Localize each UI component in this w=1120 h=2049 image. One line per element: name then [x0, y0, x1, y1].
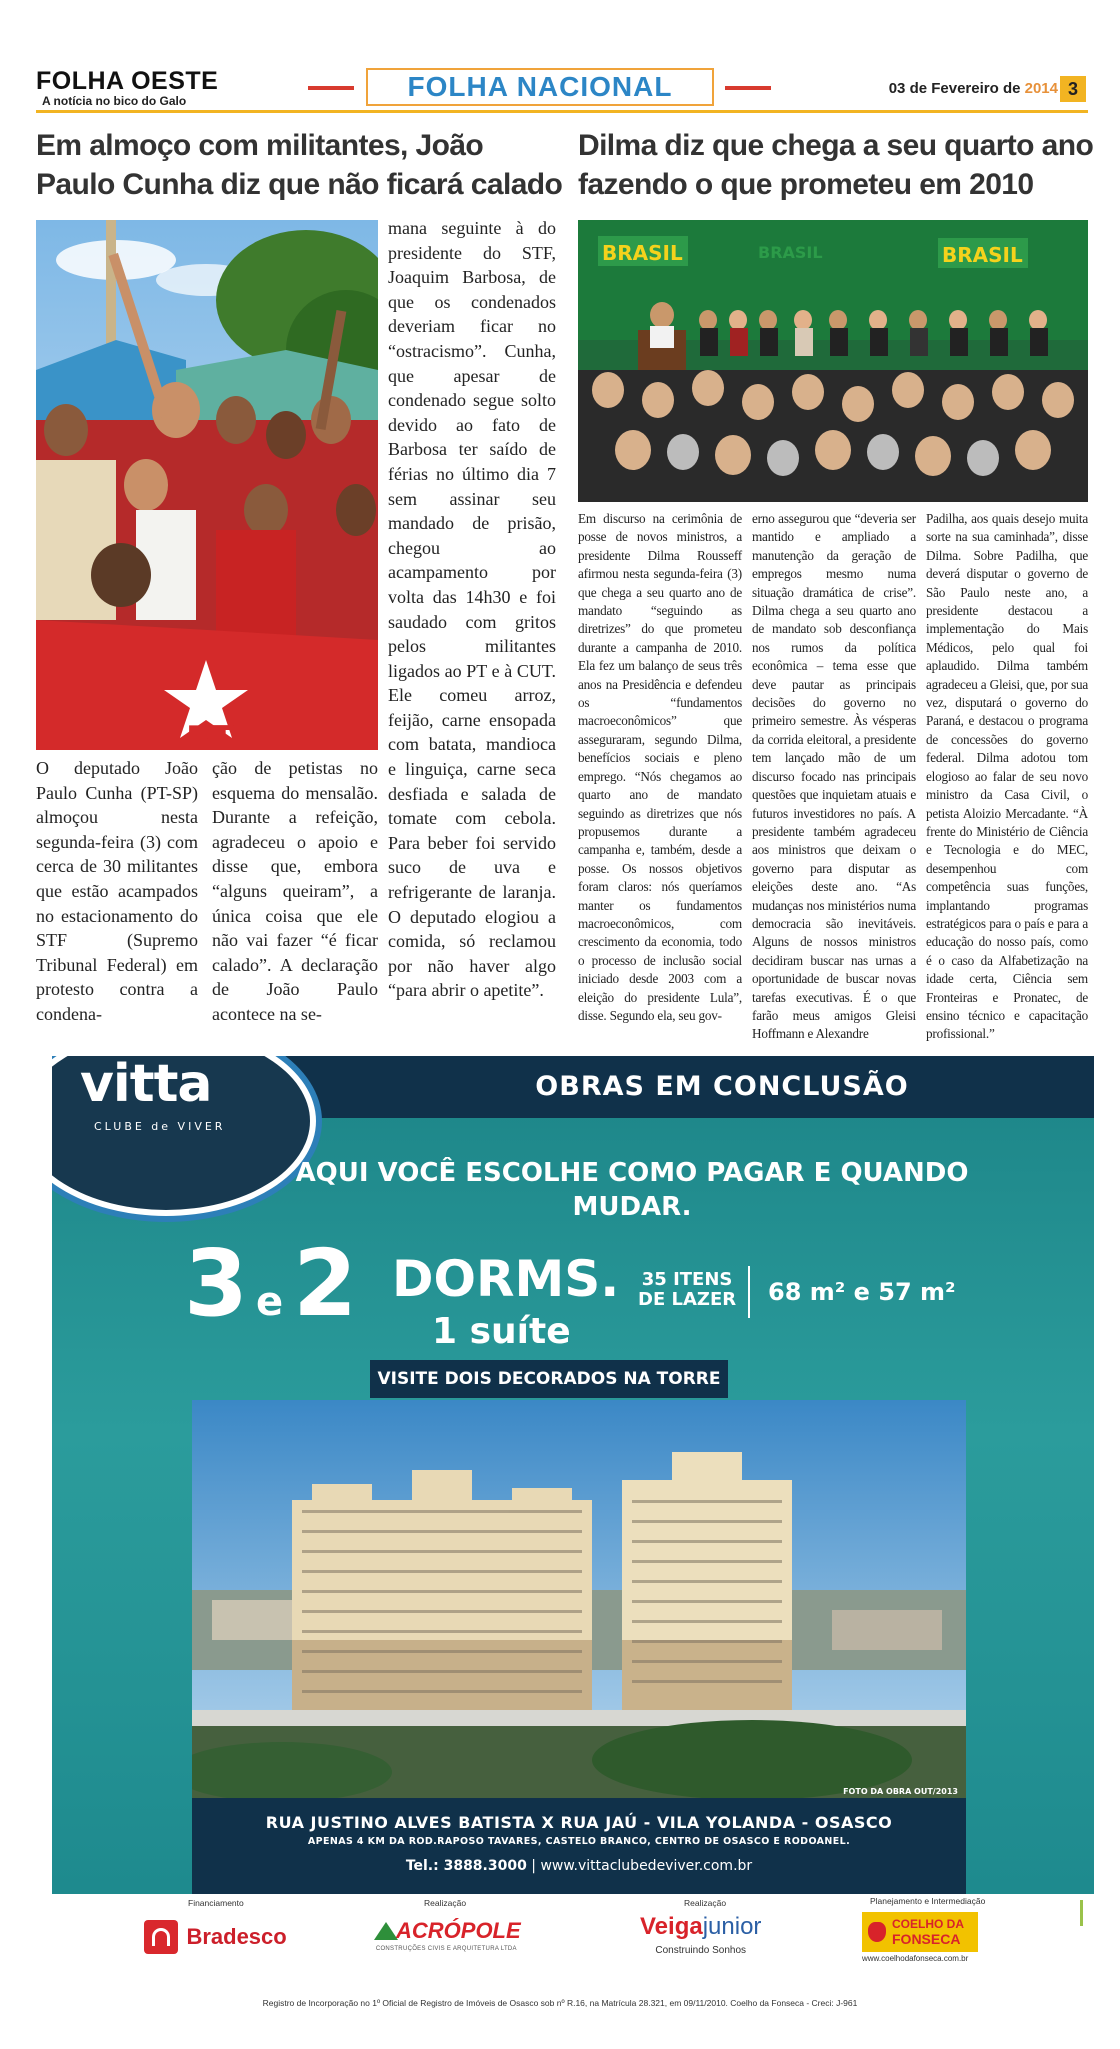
acropole-name: ACRÓPOLE — [396, 1918, 521, 1943]
headline-left[interactable]: Em almoço com militantes, João Paulo Cunha diz que não ficará calado — [36, 129, 563, 201]
coelho-line-2: FONSECA — [892, 1931, 961, 1947]
brand-tagline: A notícia no bico do Galo — [42, 94, 187, 108]
right-article-col-2[interactable]: erno assegurou que “deveria ser mantido e ampliado a manutenção da geração de empregos mesmo numa situação dramática de crise”. Dilma chega a seu quarto ano de mandato sob desconfiança nos rumos da política econômica – tema esse que deve pautar as principais decisões do governo no primeiro semestre. Às vésperas da corrida eleitoral, a presidente tem lançado mão de um discurso focado nas principais questões que inquietam atuais e futuros investidores no país. A presidente também agradeceu aos ministros que deixam o governo para disputar as eleições deste ano. “As mudanças nos ministérios numa democracia são inevitáveis. Alguns de nossos ministros decidiram buscar nas urnas a oportunidade de buscar novas tarefas executivas. É o que farão meus amigos Gleisi Hoffmann e Alexandre — [752, 511, 916, 1042]
bradesco-name: Bradesco — [186, 1924, 287, 1949]
banner-brasil-mid: BRASIL — [758, 243, 823, 262]
photo-militants — [36, 220, 378, 750]
brand-name: FOLHA OESTE — [36, 67, 219, 95]
ad-bedrooms-number — [184, 1230, 356, 1352]
ad-tagline: AQUI VOCÊ ESCOLHE COMO PAGAR E QUANDO MUDAR. — [295, 1158, 969, 1222]
ad-website-link[interactable]: www.vittaclubedeviver.com.br — [540, 1858, 753, 1874]
ad-photo-caption: FOTO DA OBRA OUT/2013 — [843, 1787, 958, 1796]
brand[interactable] — [36, 68, 218, 108]
acropole-logo[interactable] — [372, 1916, 521, 1952]
vitta-advertisement[interactable] — [52, 1056, 1094, 1894]
rabbit-icon — [868, 1922, 886, 1942]
ad-divider — [748, 1266, 750, 1318]
ad-area: 68 m² e 57 m² — [768, 1278, 956, 1306]
junior-name: junior — [702, 1913, 762, 1940]
coelho-da-fonseca-logo[interactable] — [862, 1912, 978, 1963]
masthead-rule — [36, 110, 1088, 113]
ad-number-e: e — [256, 1279, 284, 1325]
date-text: 03 de Fevereiro de — [888, 80, 1021, 97]
building-illustration — [192, 1400, 966, 1800]
acropole-subtitle: CONSTRUÇÕES CIVIS E ARQUITETURA LTDA — [375, 1946, 517, 1952]
militants-photo-illustration — [36, 220, 378, 750]
label-realizacao-1: Realização — [424, 1898, 467, 1908]
ad-leisure-items — [638, 1270, 736, 1310]
vitta-logo: vitta — [80, 1056, 212, 1114]
right-article-col-1[interactable]: Em discurso na cerimônia de posse de novos ministros, a presidente Dilma Rousseff afirmou nesta segunda-feira (3) que chega a seu quarto ano de mandato “seguindo as diretrizes” do que prometeu durante a campanha de 2010. Ela fez um balanço de seus três anos na Presidência e defendeu os “fundamentos macroeconômicos” que asseguraram, segundo Dilma, benefícios sociais e pleno emprego. “Nós chegamos ao quarto ano de mandato seguindo as diretrizes que nós propusemos durante a campanha e, também, desde a posse. Os nossos objetivos foram claros: nós queríamos manter os fundamentos macroeconômicos, com crescimento da economia, todo o processo de inclusão social iniciado desde 2003 com a eleição do presidente Lula”, disse. Segundo ela, seu gov- — [578, 511, 742, 1023]
left-article-col-2[interactable]: ção de petistas no esquema do mensalão. Durante a refeição, agradeceu o apoio e disse que, embora “alguns queiram”, a única coisa que ele não vai fazer “é ficar calado”. A declaração de João Paulo acontece na se- — [212, 758, 378, 1024]
flag-pt-text: PT — [186, 719, 235, 750]
ad-address-block — [192, 1798, 966, 1894]
left-article-col-1[interactable]: O deputado João Paulo Cunha (PT-SP) almoçou nesta segunda-feira (3) com cerca de 30 militantes que estão acampados no estacionamento do STF (Supremo Tribunal Federal) em protesto contra a condena- — [36, 758, 198, 1024]
ad-phone[interactable]: Tel.: 3888.3000 — [405, 1858, 527, 1874]
right-red-dash — [725, 86, 771, 90]
ad-visite-banner: VISITE DOIS DECORADOS NA TORRE — [370, 1360, 728, 1398]
ad-number-2: 2 — [293, 1230, 356, 1337]
coelho-line-1: COELHO DA — [892, 1917, 964, 1931]
ad-contact — [192, 1854, 966, 1878]
left-red-dash — [308, 86, 354, 90]
vitta-logo-subtitle: CLUBE de VIVER — [94, 1120, 226, 1133]
headline-right[interactable]: Dilma diz que chega a seu quarto ano fazendo o que prometeu em 2010 — [578, 129, 1094, 201]
issue-date — [889, 80, 1058, 97]
side-marker — [1080, 1900, 1083, 1926]
coelho-website[interactable]: www.coelhodafonseca.com.br — [862, 1954, 969, 1963]
section-title: FOLHA NACIONAL — [407, 71, 673, 102]
ad-itens-line-2: DE LAZER — [638, 1289, 737, 1310]
ad-address: RUA JUSTINO ALVES BATISTA X RUA JAÚ - VILA YOLANDA - OSASCO — [265, 1813, 893, 1832]
veiga-name: Veiga — [640, 1913, 703, 1940]
ad-suite: 1 suíte — [432, 1311, 571, 1352]
label-realizacao-2: Realização — [684, 1898, 727, 1908]
date-year: 2014 — [1024, 80, 1058, 97]
banner-brasil-right: BRASIL — [942, 243, 1023, 267]
ad-building-photo — [192, 1400, 966, 1800]
veiga-subtitle: Construindo Sonhos — [655, 1945, 747, 1956]
veigajunior-logo[interactable] — [640, 1912, 761, 1956]
ad-itens-line-1: 35 ITENS — [641, 1269, 733, 1290]
banner-brasil-left: BRASIL — [602, 241, 683, 265]
page-number: 3 — [1060, 76, 1086, 102]
ad-obras-heading: OBRAS EM CONCLUSÃO — [535, 1071, 909, 1102]
ad-number-3: 3 — [184, 1230, 247, 1337]
ad-dorms: DORMS. — [392, 1250, 620, 1308]
label-financiamento: Financiamento — [188, 1898, 244, 1908]
label-planejamento: Planejamento e Intermediação — [870, 1896, 986, 1906]
ceremony-photo-illustration — [578, 220, 1088, 502]
photo-ceremony — [578, 220, 1088, 502]
left-article-col-3[interactable]: mana seguinte à do presidente do STF, Joaquim Barbosa, de que os condenados deveriam ficar no “ostracismo”. Cunha, que apesar de condenado segue solto devido ao fato de Barbosa ter saído de férias no último dia 7 sem assinar seu mandado de prisão, chegou ao acampamento por volta das 14h30 e foi saudado com gritos pelos militantes ligados ao PT e à CUT. Ele comeu arroz, feijão, carne ensopada com batata, mandioca e linguiça, carne seca desfiada e salada de tomate com cebola. Para beber foi servido suco de uva e refrigerante de laranja. O deputado elogiou a comida, só reclamou por não haver algo “para abrir o apetite”. — [388, 218, 556, 1001]
bradesco-icon — [144, 1920, 178, 1954]
footnote: Registro de Incorporação no 1º Oficial de Registro de Imóveis de Osasco sob nº R.16, na Matrícula 28.321, em 09/11/2010. Coelho da Fonseca - Creci: J-961 — [262, 1998, 858, 2008]
section-title-box — [366, 68, 714, 106]
acropole-mountain-icon — [374, 1922, 398, 1940]
bradesco-logo[interactable] — [144, 1920, 287, 1954]
vitta-logo-badge — [52, 1056, 316, 1216]
ad-separator-icon: | — [531, 1858, 541, 1874]
right-article-col-3[interactable]: Padilha, aos quais desejo muita sorte na sua caminhada”, disse Dilma. Sobre Padilha, que deverá disputar o governo de São Paulo neste ano, a presidente destacou a implementação do Mais Médicos, pelo qual foi aplaudido. Dilma também agradeceu a Gleisi, que, por sua vez, disputará o governo do Paraná, e destacou o programa de concessões do governo federal. Dilma adotou tom elogioso ao falar de seu novo ministro da Casa Civil, o petista Aloizio Mercadante. “À frente do Ministério de Ciência e Tecnologia e do MEC, desempenhou com competência suas funções, implantando programas estratégicos para o país e para a educação do nosso país, como é o caso da Alfabetização na idade certa, Ciência sem Fronteiras e Pronatec, de ensino técnico e capacitação profissional.” — [926, 511, 1088, 1042]
ad-address-sub: APENAS 4 KM DA ROD.RAPOSO TAVARES, CASTELO BRANCO, CENTRO DE OSASCO E RODOANEL. — [307, 1836, 851, 1847]
